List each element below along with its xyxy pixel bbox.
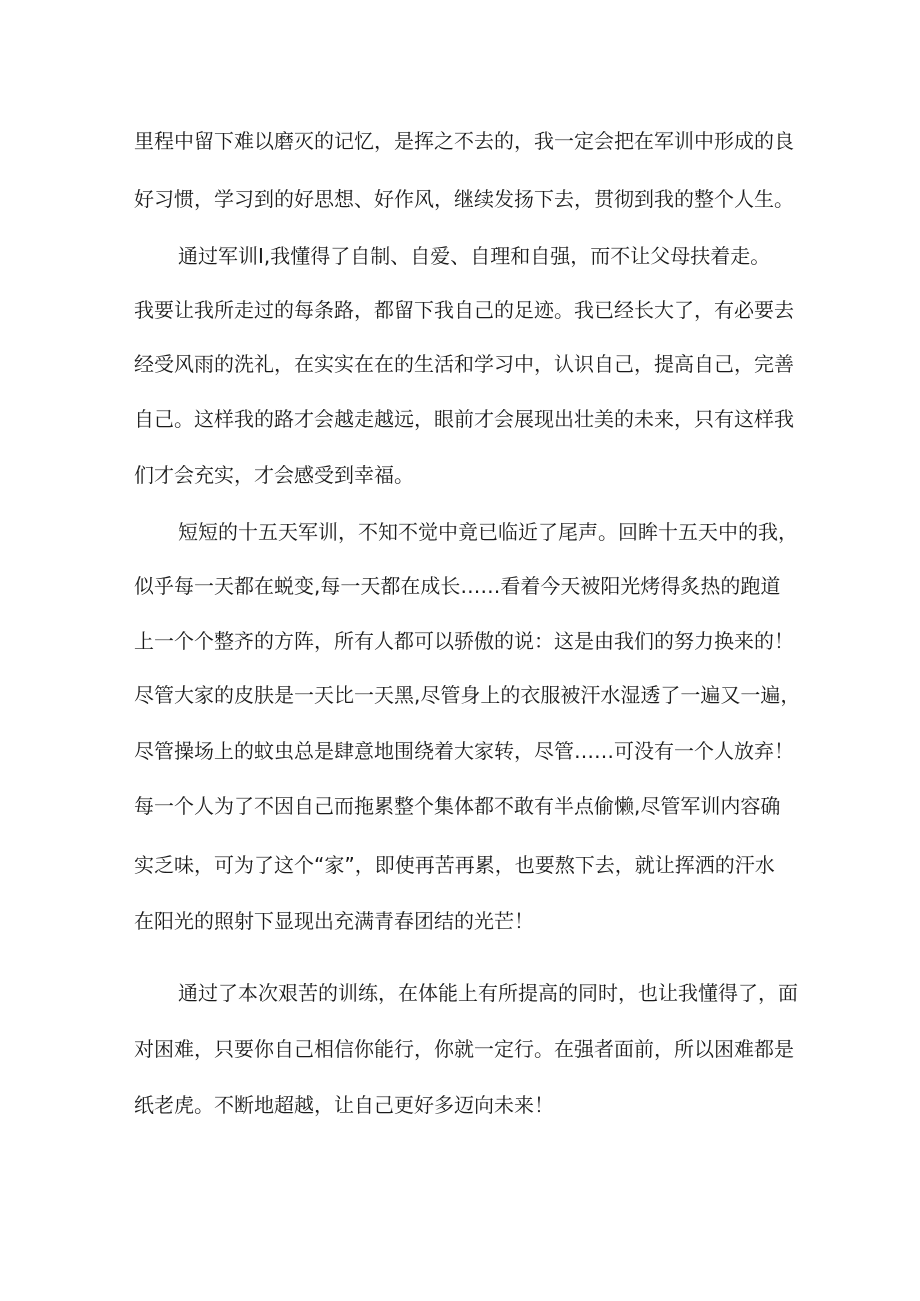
paragraph-line: 尽管操场上的蚊虫总是肆意地围绕着大家转，尽管……可没有一个人放弃！: [134, 739, 794, 763]
paragraph-line: 每一个人为了不因自己而拖累整个集体都不敢有半点偷懒,尽管军训内容确: [134, 794, 781, 818]
paragraph-line: 对困难，只要你自己相信你能行，你就一定行。在强者面前，所以困难都是: [134, 1037, 794, 1061]
paragraph-line: 纸老虎。不断地超越，让自己更好多迈向未来！: [134, 1093, 554, 1117]
paragraph-line: 我要让我所走过的每条路，都留下我自己的足迹。我已经长大了，有必要去: [134, 298, 794, 322]
paragraph-line: 尽管大家的皮肤是一天比一天黑,尽管身上的衣服被汗水湿透了一遍又一遍，: [134, 683, 801, 707]
paragraph-line: 实乏味，可为了这个“家”，即使再苦再累，也要熬下去，就让挥洒的汗水: [134, 853, 775, 877]
paragraph-line: 好习惯，学习到的好思想、好作风，继续发扬下去，贯彻到我的整个人生。: [134, 187, 794, 211]
paragraph-first-line: 通过军训Ⅰ,我懂得了自制、自爱、自理和自强，而不让父母扶着走。: [178, 244, 771, 268]
paragraph-line: 在阳光的照射下显现出充满青春团结的光芒！: [134, 909, 534, 933]
paragraph-line: 里程中留下难以磨灭的记忆，是挥之不去的，我一定会把在军训中形成的良: [134, 129, 794, 153]
paragraph-line: 经受风雨的洗礼，在实实在在的生活和学习中，认识自己，提高自己，完善: [134, 352, 794, 376]
paragraph-line: 自己。这样我的路才会越走越远，眼前才会展现出壮美的未来，只有这样我: [134, 407, 794, 431]
paragraph-first-line: 短短的十五天军训，不知不觉中竟已临近了尾声。回眸十五天中的我，: [178, 520, 798, 544]
paragraph-first-line: 通过了本次艰苦的训练，在体能上有所提高的同时，也让我懂得了，面: [178, 981, 798, 1005]
paragraph-line: 似乎每一天都在蜕变,每一天都在成长……看着今天被阳光烤得炙热的跑道: [134, 574, 781, 598]
paragraph-line: 上一个个整齐的方阵，所有人都可以骄傲的说：这是由我们的努力换来的！: [134, 629, 794, 653]
paragraph-line: 们才会充实，才会感受到幸福。: [134, 463, 414, 487]
